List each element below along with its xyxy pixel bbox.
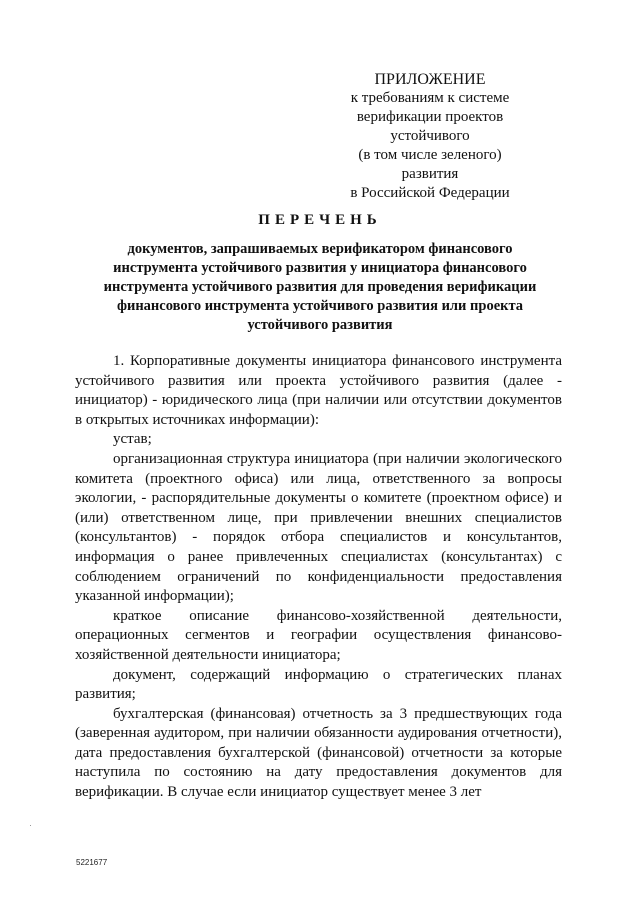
document-body	[75, 352, 562, 803]
appendix-line: (в том числе зеленого) развития	[358, 147, 502, 182]
appendix-line: в Российской Федерации	[350, 185, 510, 201]
appendix-heading: ПРИЛОЖЕНИЕ	[374, 71, 486, 88]
paragraph: бухгалтерская (финансовая) отчетность за 3 предшествующих года (заверенная аудитором, при наличии обязанности аудирования отчетности), дата предоставления бухгалтерской (финансовой) отчетности за которые наступила по состоянию на дату предоставления документов для верификации. В случае если инициатор существует менее 3 лет	[75, 705, 562, 801]
document-number: 5221677	[76, 858, 108, 867]
paragraph: устав;	[113, 431, 152, 448]
appendix-line: верификации проектов устойчивого	[356, 109, 504, 144]
appendix-block	[330, 70, 530, 203]
paragraph: краткое описание финансово-хозяйственной деятельности, операционных сегментов и географии осуществления финансово-хозяйственной деятельности инициатора;	[75, 607, 562, 663]
document-title: ПЕРЕЧЕНЬ	[258, 212, 382, 228]
paragraph: 1. Корпоративные документы инициатора финансового инструмента устойчивого развития или проекта устойчивого развития (далее - инициатор) - юридического лица (при наличии или отсутствии документов в открытых источниках информации):	[75, 353, 562, 428]
appendix-line: к требованиям к системе	[350, 90, 510, 106]
paragraph: документ, содержащий информацию о стратегических планах развития;	[75, 666, 562, 703]
document-subtitle: документов, запрашиваемых верификатором финансового инструмента устойчивого развития у инициатора финансового инструмента устойчивого развития для проведения верификации финансового инструмента устойчивого развития или проекта устойчивого развития	[103, 241, 537, 333]
scan-speck	[30, 825, 31, 826]
paragraph: организационная структура инициатора (при наличии экологического комитета (проектного офиса) или лица, ответственного за вопросы экологии, - распорядительные документы о комитете (проектном офисе) и (или) ответственном лице, при привлечении внешних специалистов (консультантов) - порядок отбора специалистов и консультантов, информация о ранее привлеченных специалистах (консультантах) с соблюдением ограничений по конфиденциальности предоставления указанной информации);	[75, 450, 562, 605]
